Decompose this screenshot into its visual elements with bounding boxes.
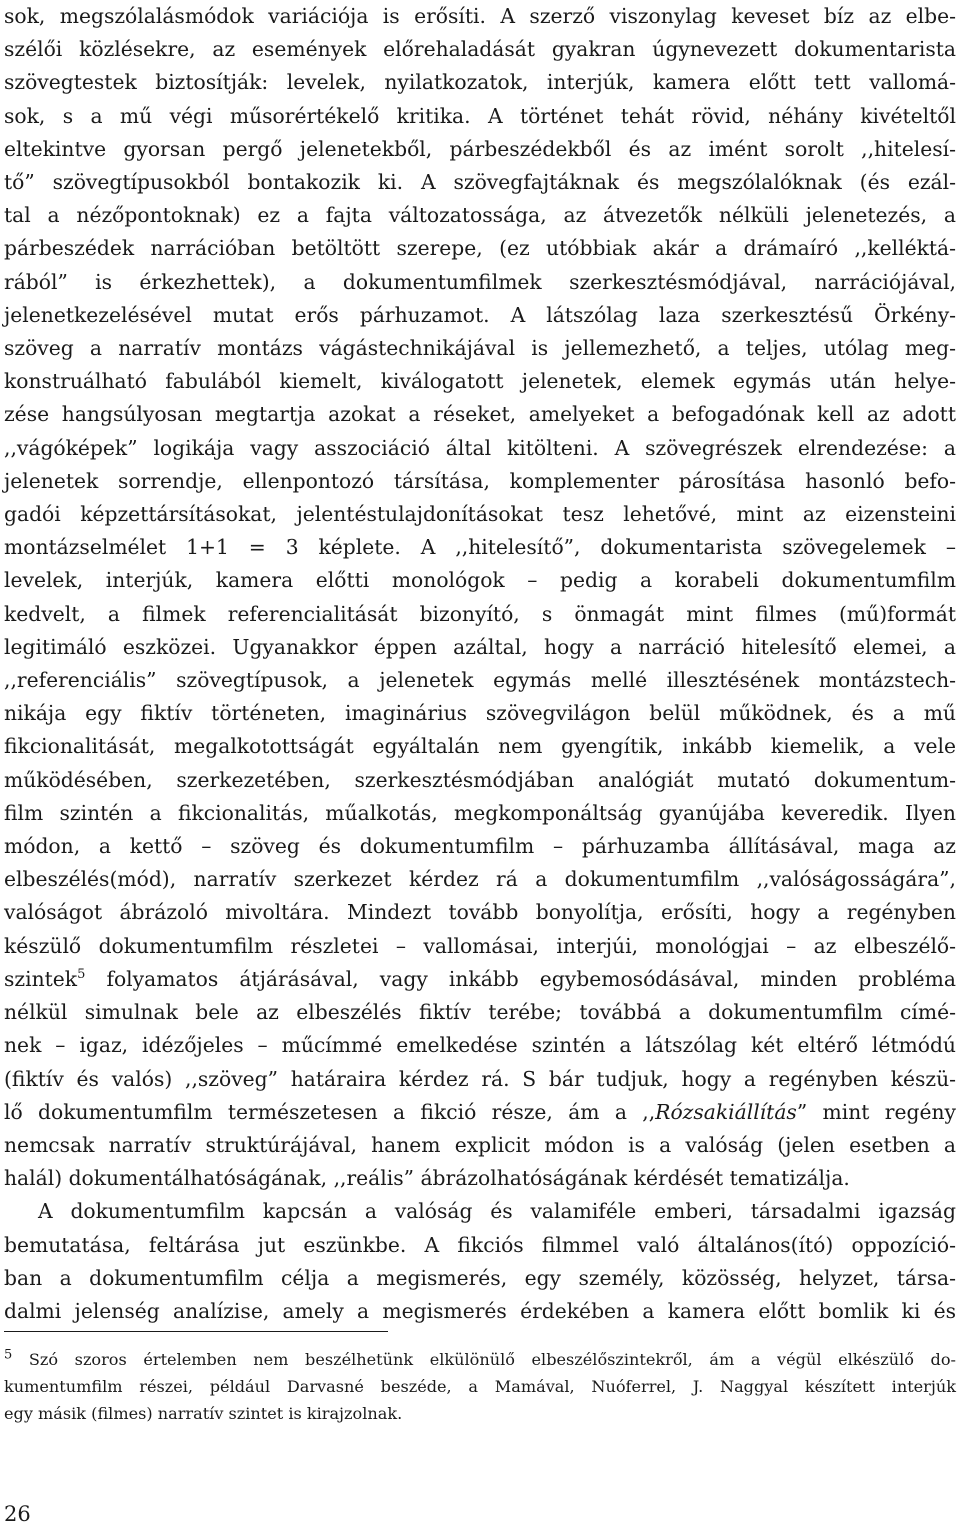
text-line: sok, megszólalásmódok variációja is erősíti. A szerző viszonylag keveset bíz az elbe-	[4, 4, 956, 28]
text-line: (fiktív és valós) ,,szöveg” határaira kérdez rá. S bár tudjuk, hogy a regényben készü-	[4, 1066, 956, 1091]
document-page	[4, 0, 956, 1328]
footnote-reference[interactable]: 5	[77, 967, 86, 983]
text-line: jelenetkezelésével mutat erős párhuzamot. A látszólag laza szerkesztésű Örkény-	[4, 302, 956, 327]
text-line: párbeszédek narrációban betöltött szerepe, (ez utóbbiak akár a drámaíró ,,kelléktá-	[4, 236, 956, 261]
text-line: dalmi jelenség analízise, amely a megismerés érdekében a kamera előtt bomlik ki és	[4, 1298, 956, 1323]
text-fragment: ” mint regény	[796, 1099, 956, 1124]
text-line: készülő dokumentumfilm részletei – vallomásai, interjúi, monológjai – az elbeszélő-	[4, 933, 956, 958]
text-line: zése hangsúlyosan megtartja azokat a réseket, amelyeket a befogadónak kell az adott	[4, 402, 956, 427]
text-line: halál) dokumentálhatóságának, ,,reális” ábrázolhatóságának kérdését tematizálja.	[4, 1166, 850, 1191]
text-line-title	[4, 1096, 956, 1129]
text-line: jelenetek sorrendje, ellenpontozó társítása, komplementer párosítása hasonló befo-	[4, 468, 956, 493]
text-line: A dokumentumfilm kapcsán a valóság és valamiféle emberi, társadalmi igazság	[38, 1199, 956, 1224]
footnote-divider	[4, 1331, 388, 1332]
text-line: tő” szövegtípusokból bontakozik ki. A szövegfajtáknak és megszólalóknak (és ezál-	[4, 170, 956, 195]
footnote-text: Szó szoros értelemben nem beszélhetünk elkülönülő elbeszélőszintekről, ám a végül elkészülő do-	[12, 1350, 956, 1369]
text-line: levelek, interjúk, kamera előtti monológok – pedig a korabeli dokumentumfilm	[4, 568, 956, 593]
text-line: legitimáló eszközei. Ugyanakkor éppen azáltal, hogy a narráció hitelesítő elemei, a	[4, 634, 956, 659]
text-line: elbeszélés(mód), narratív szerkezet kérdez rá a dokumentumfilm ,,valóságosságára”,	[4, 867, 956, 892]
text-line: kedvelt, a filmek referencialitását bizonyító, s önmagát mint filmes (mű)formát	[4, 601, 956, 626]
footnote-line: kumentumfilm részei, például Darvasné beszéde, a Mamával, Nuóferrel, J. Naggyal készített interjúk	[4, 1377, 956, 1396]
text-line: szövegtestek biztosítják: levelek, nyilatkozatok, interjúk, kamera előtt tett vallomá-	[4, 70, 956, 95]
text-line: gadói képzettársításokat, jelentéstulajdonításokat tesz lehetővé, mint az eizensteini	[4, 502, 956, 527]
text-line: montázselmélet 1+1 = 3 képlete. A ,,hitelesítő”, dokumentarista szövegelemek –	[4, 535, 956, 560]
text-line: módon, a kettő – szöveg és dokumentumfilm – párhuzamba állításával, maga az	[4, 834, 956, 859]
text-line: sok, s a mű végi műsorértékelő kritika. A történet tehát rövid, néhány kivételtől	[4, 103, 956, 128]
footnote	[4, 1346, 956, 1427]
text-line: nikája egy fiktív történeten, imaginárius szövegvilágon belül működnek, és a mű	[4, 701, 956, 726]
text-fragment: lő dokumentumfilm természetesen a fikció része, ám a ,,	[4, 1099, 656, 1124]
footnote-mark: 5	[4, 1347, 13, 1363]
text-line: eltekintve gyorsan pergő jelenetekből, párbeszédekből és az imént sorolt ,,hitelesí-	[4, 136, 956, 161]
main-text	[4, 0, 956, 1328]
text-line: ban a dokumentumfilm célja a megismerés, egy személy, közösség, helyzet, társa-	[4, 1265, 956, 1290]
text-line: rából” is érkezhettek), a dokumentumfilmek szerkesztésmódjával, narrációjával,	[4, 269, 956, 294]
text-fragment: folyamatos átjárásával, vagy inkább egybemosódásával, minden probléma	[85, 966, 956, 991]
text-line: ,,referenciális” szövegtípusok, a jelenetek egymás mellé illesztésének montázstech-	[4, 668, 956, 693]
text-line: konstruálható fabulából kiemelt, kiválogatott jelenetek, elemek egymás után helye-	[4, 369, 956, 394]
text-line-footnote-ref	[4, 963, 956, 996]
text-line: szélői közlésekre, az események előrehaladását gyakran úgynevezett dokumentarista	[4, 37, 956, 62]
text-line: szöveg a narratív montázs vágástechnikájával is jellemezhető, a teljes, utólag meg-	[4, 336, 956, 361]
text-fragment: szintek	[4, 966, 78, 991]
paragraph-2	[4, 1195, 956, 1328]
text-line: nemcsak narratív struktúrájával, hanem explicit módon is a valóság (jelen esetben a	[4, 1132, 956, 1157]
text-line: nek – igaz, idézőjeles – műcímmé emelkedése szintén a látszólag két eltérő létmódú	[4, 1033, 956, 1058]
page-number: 26	[4, 1502, 31, 1526]
footnote-line: egy másik (filmes) narratív szintet is kirajzolnak.	[4, 1404, 403, 1423]
footnote-line	[4, 1346, 956, 1373]
text-line: tal a nézőpontoknak) ez a fajta változatossága, az átvezetők nélküli jelenetezés, a	[4, 203, 956, 228]
text-line: fikcionalitását, megalkotottságát egyáltalán nem gyengítik, inkább kiemelik, a vele	[4, 734, 956, 759]
paragraph-1	[4, 0, 956, 1195]
text-line: bemutatása, feltárása jut eszünkbe. A fikciós filmmel való általános(ító) oppozíció-	[4, 1232, 956, 1257]
text-line: nélkül simulnak bele az elbeszélés fiktív terébe; továbbá a dokumentumfilm címé-	[4, 1000, 956, 1025]
text-line: működésében, szerkezetében, szerkesztésmódjában analógiát mutató dokumentum-	[4, 767, 956, 792]
text-line: ,,vágóképek” logikája vagy asszociáció által kitölteni. A szövegrészek elrendezése: a	[4, 435, 956, 460]
work-title: Rózsakiállítás	[655, 1099, 797, 1124]
text-line: film szintén a fikcionalitás, műalkotás, megkomponáltság gyanújába keveredik. Ilyen	[4, 800, 956, 825]
text-line: valóságot ábrázoló mivoltára. Mindezt tovább bonyolítja, erősíti, hogy a regényben	[4, 900, 956, 925]
